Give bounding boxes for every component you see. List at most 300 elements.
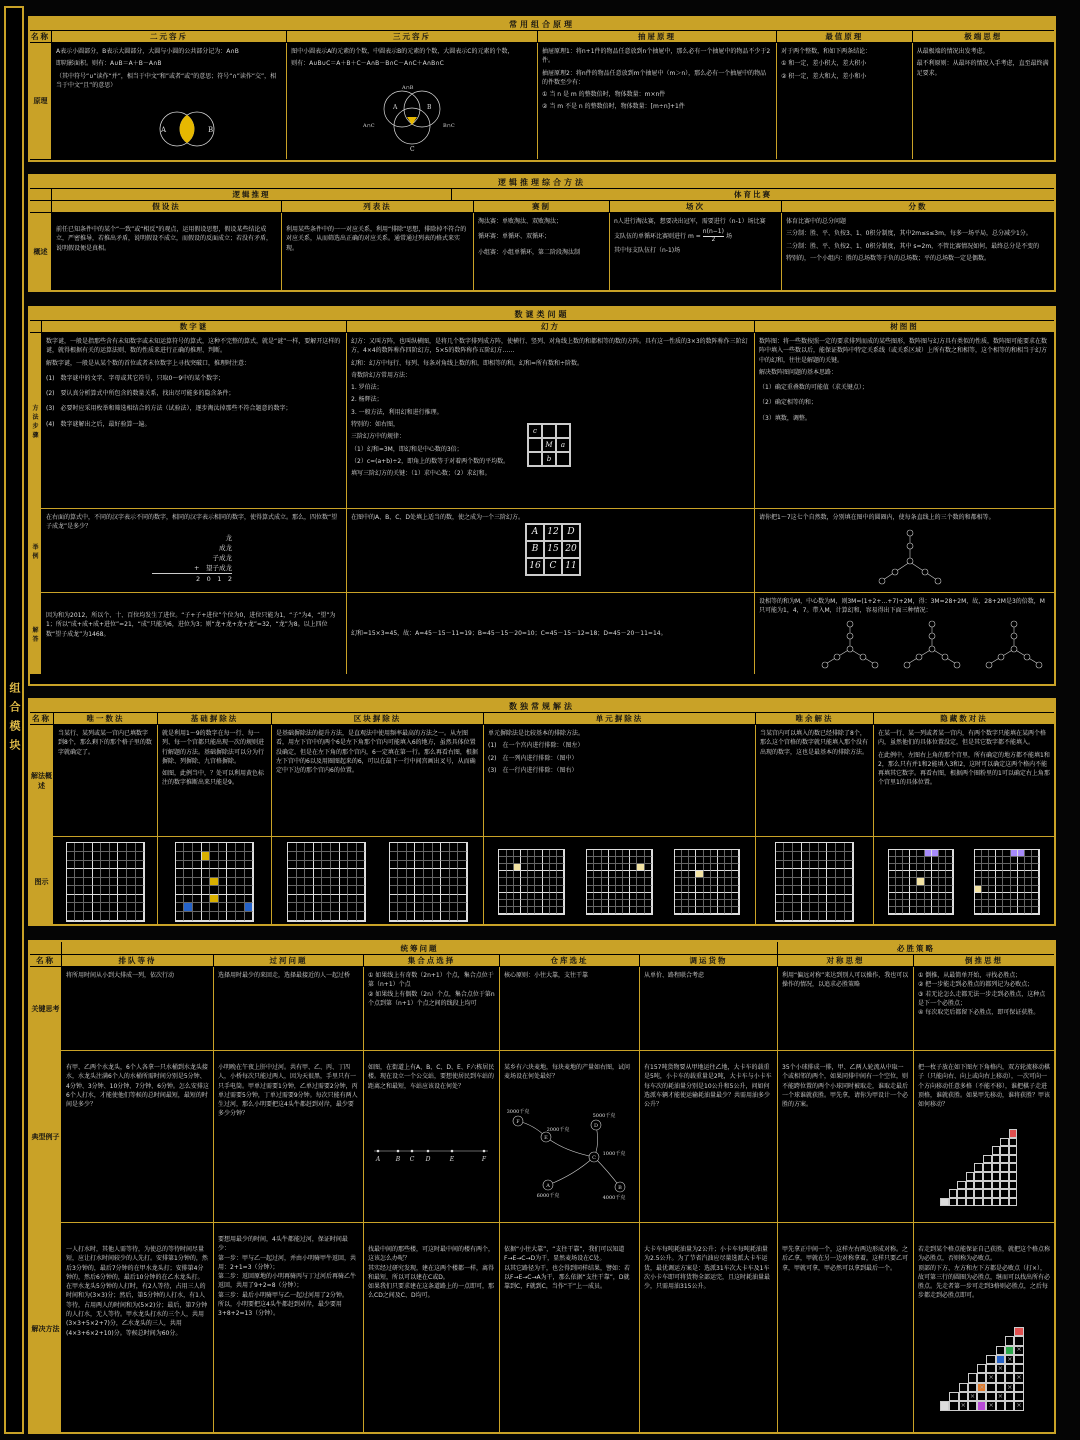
sudoku-cell — [696, 850, 703, 857]
sudoku-cell — [704, 857, 711, 864]
sudoku-cell — [630, 871, 637, 878]
sudoku-cell — [236, 903, 245, 912]
sudoku-cell — [946, 871, 953, 878]
sudoku-cell — [67, 861, 76, 870]
street-point — [411, 1150, 414, 1153]
venn3-ac: A∩C — [363, 123, 375, 129]
sudoku-cell — [1032, 864, 1039, 871]
sudoku-cell — [288, 852, 297, 861]
sudoku-cell — [499, 886, 506, 893]
sudoku-cell — [93, 843, 102, 852]
sudoku-cell — [718, 907, 725, 914]
sudoku-cell — [118, 878, 127, 887]
sudoku-cell — [528, 886, 535, 893]
sudoku-cell — [305, 878, 314, 887]
sudoku-cell — [836, 895, 845, 904]
sudoku-cell — [889, 857, 896, 864]
sudoku-cell — [932, 907, 939, 914]
sudoku-cell — [202, 852, 211, 861]
sudoku-cell — [996, 886, 1003, 893]
sudoku-cell — [458, 852, 467, 861]
sudoku-cell — [305, 895, 314, 904]
sudoku-cell — [711, 900, 718, 907]
sudoku-cell — [910, 857, 917, 864]
sudoku-cell — [441, 852, 450, 861]
sudoku-cell — [910, 907, 917, 914]
sudoku-cell — [245, 869, 254, 878]
board-empty — [949, 1336, 958, 1345]
sudoku-cell — [616, 893, 623, 900]
sudoku-cell — [357, 861, 366, 870]
sudoku-cell — [557, 857, 564, 864]
sudoku-cell — [507, 850, 514, 857]
sudoku-cell — [118, 903, 127, 912]
sudoku-cell — [896, 857, 903, 864]
board-cell — [986, 1355, 995, 1364]
sudoku-cell — [314, 895, 323, 904]
svg-text:F: F — [516, 1119, 520, 1125]
sudoku-cell — [521, 893, 528, 900]
sudoku-cell — [989, 907, 996, 914]
sudoku-cell — [535, 871, 542, 878]
sudoku-cell — [236, 886, 245, 895]
sudoku-cell — [793, 903, 802, 912]
sudoku-cell — [675, 850, 682, 857]
three-set-inclusion-exclusion: 图中小圆表示A的元素的个数，中圆表示B的元素的个数，大圆表示C的元素的个数， 则有：A∪B∪C＝A＋B＋C－A∩B－B∩C－A∩C＋A∩B∩C A∩B A∩C B∩C A B C — [287, 43, 538, 159]
svg-text:D: D — [593, 1123, 599, 1129]
sudoku-cell — [845, 852, 854, 861]
sudoku-cell — [932, 871, 939, 878]
sudoku-cell — [543, 864, 550, 871]
sudoku-cell — [75, 886, 84, 895]
sudoku-cell — [340, 852, 349, 861]
sudoku-cell — [84, 895, 93, 904]
sudoku-cell — [836, 869, 845, 878]
board-empty — [974, 1129, 983, 1138]
sudoku-cell — [176, 878, 185, 887]
sudoku-cell — [227, 861, 236, 870]
sudoku-cell — [407, 878, 416, 887]
sudoku-cell — [227, 886, 236, 895]
sudoku-cell — [340, 869, 349, 878]
board-cell: × — [996, 1364, 1005, 1373]
number-puzzle-method: 数字谜，一般是指那些含有未知数字或未知运算符号的算式，这种不完整的算式，就是“谜”一样，要解开这样的谜，就得根据有关的运算法则、数的性质来进行正确的推理、判断。 解数字谜，一般是从某个数的首位或者末位数字上寻找突破口，推理时注意： (1) 数字谜中的文字、字母或其它符号，只取0～9中的某个数字； (2) 要认真分析算式中所包含的数量关系，找出尽可能多的隐含条件； (3) 必要时应采用枚举和筛选相结合的方法（试验法），逐步淘汰掉那些不符合题意的数字； (4) 数字谜解出之后，最好验算一遍。 — [42, 333, 347, 508]
sudoku-cell — [637, 907, 644, 914]
sudoku-cell — [184, 895, 193, 904]
sudoku-cell — [245, 861, 254, 870]
sudoku-cell — [219, 903, 228, 912]
board-cell — [966, 1189, 975, 1198]
sudoku-cell — [802, 895, 811, 904]
sudoku-cell — [75, 903, 84, 912]
sudoku-cell — [441, 903, 450, 912]
sudoku-cell — [989, 900, 996, 907]
street-point — [483, 1150, 486, 1153]
sudoku-cell — [521, 907, 528, 914]
sudoku-cell — [637, 871, 644, 878]
sudoku-cell — [946, 907, 953, 914]
sudoku-cell — [450, 912, 459, 921]
sudoku-cell — [245, 903, 254, 912]
sudoku-cell — [314, 852, 323, 861]
sudoku-cell — [67, 912, 76, 921]
street-point-label: E — [449, 1156, 455, 1163]
sudoku-cell — [925, 900, 932, 907]
sudoku-cell — [725, 850, 732, 857]
sudoku-cell — [415, 843, 424, 852]
sudoku-cell — [314, 869, 323, 878]
sudoku-cell — [711, 907, 718, 914]
sudoku-cell — [101, 903, 110, 912]
sudoku-cell — [793, 843, 802, 852]
board-empty — [940, 1138, 949, 1147]
sudoku-cell — [896, 900, 903, 907]
board-cell — [977, 1364, 986, 1373]
sudoku-cell — [450, 895, 459, 904]
sudoku-cell — [630, 907, 637, 914]
sudoku-cell — [594, 893, 601, 900]
sudoku-cell — [357, 852, 366, 861]
sudoku-grid — [674, 849, 741, 916]
sudoku-cell — [1018, 857, 1025, 864]
sudoku-cell — [118, 852, 127, 861]
sudoku-cell — [184, 903, 193, 912]
sudoku-cell — [93, 903, 102, 912]
sudoku-cell — [784, 852, 793, 861]
board-empty — [940, 1189, 949, 1198]
sudoku-cell — [118, 912, 127, 921]
sudoku-cell — [67, 869, 76, 878]
sudoku-cell — [297, 878, 306, 887]
sudoku-cell — [528, 907, 535, 914]
sudoku-cell — [732, 886, 739, 893]
sudoku-cell — [219, 843, 228, 852]
sudoku-cell — [1025, 857, 1032, 864]
sudoku-cell — [424, 878, 433, 887]
sudoku-cell — [587, 857, 594, 864]
board-cell — [1009, 1129, 1018, 1138]
sudoku-cell — [210, 869, 219, 878]
sudoku-cell — [784, 861, 793, 870]
section-combination-principles — [28, 16, 1056, 162]
sudoku-grid — [389, 842, 468, 921]
board-empty — [966, 1138, 975, 1147]
board-cell — [1009, 1198, 1018, 1207]
svg-text:B: B — [618, 1185, 622, 1191]
sudoku-cell — [543, 878, 550, 885]
board-cell — [968, 1383, 977, 1392]
sudoku-cell — [390, 852, 399, 861]
sudoku-cell — [75, 861, 84, 870]
sudoku-cell — [322, 843, 331, 852]
sudoku-cell — [1003, 886, 1010, 893]
sudoku-cell — [1011, 871, 1018, 878]
sudoku-cell — [245, 895, 254, 904]
board-cell — [949, 1198, 958, 1207]
board-cell — [1014, 1392, 1023, 1401]
sudoku-cell — [982, 871, 989, 878]
sudoku-cell — [616, 871, 623, 878]
sudoku-cell — [110, 878, 119, 887]
sudoku-cell — [594, 907, 601, 914]
sudoku-cell — [704, 864, 711, 871]
sudoku-cell — [110, 869, 119, 878]
board-empty — [949, 1172, 958, 1181]
sudoku-cell — [645, 893, 652, 900]
sudoku-cell — [357, 886, 366, 895]
board-empty — [977, 1336, 986, 1345]
board-empty — [974, 1146, 983, 1155]
number-array-method: 数阵图：将一些数按照一定的要求排列而成的某些图形，数阵图与幻方具有类似的性质，数阵图可能要求在数阵中填入一些数以后，能保证数阵中特定关系线（或关系区域）上所有数之和相等，这个相等的和相当于幻方中的幻和，往往是解题的关键。 解决数阵图问题的基本思路： （1）确定重叠数的可能值（求关键点）； （2）确定相等的和； （3）填数，调整。 — [759, 338, 1048, 422]
sudoku-cell — [1025, 907, 1032, 914]
board-cell — [974, 1181, 983, 1190]
sudoku-cell — [499, 857, 506, 864]
board-empty — [959, 1364, 968, 1373]
sudoku-cell — [521, 871, 528, 878]
sudoku-cell — [1003, 878, 1010, 885]
sudoku-cell — [645, 857, 652, 864]
sudoku-cell — [630, 864, 637, 871]
sudoku-cell — [424, 861, 433, 870]
sudoku-cell — [602, 850, 609, 857]
sudoku-cell — [623, 886, 630, 893]
sudoku-cell — [827, 912, 836, 921]
sudoku-cell — [110, 912, 119, 921]
sudoku-cell — [1011, 878, 1018, 885]
sudoku-cell — [845, 895, 854, 904]
sudoku-cell — [711, 871, 718, 878]
sudoku-cell — [827, 878, 836, 887]
grid-cell: a — [556, 438, 570, 452]
sudoku-cell — [450, 878, 459, 887]
board-cell — [966, 1172, 975, 1181]
sudoku-cell — [184, 861, 193, 870]
sudoku-cell — [819, 912, 828, 921]
sudoku-cell — [441, 861, 450, 870]
sudoku-cell — [946, 893, 953, 900]
sudoku-cell — [696, 864, 703, 871]
board-empty — [940, 1129, 949, 1138]
sudoku-cell — [725, 893, 732, 900]
sudoku-cell — [398, 852, 407, 861]
street-point — [427, 1150, 430, 1153]
sudoku-cell — [176, 852, 185, 861]
sudoku-cell — [1032, 900, 1039, 907]
sudoku-cell — [1003, 900, 1010, 907]
sudoku-cell — [176, 903, 185, 912]
sudoku-cell — [776, 895, 785, 904]
sudoku-cell — [732, 878, 739, 885]
sudoku-cell — [357, 869, 366, 878]
sudoku-cell — [675, 878, 682, 885]
sudoku-cell — [793, 869, 802, 878]
sudoku-cell — [322, 861, 331, 870]
sudoku-cell — [288, 895, 297, 904]
sudoku-cell — [305, 903, 314, 912]
sudoku-cell — [732, 900, 739, 907]
sudoku-cell — [689, 878, 696, 885]
sudoku-cell — [1032, 907, 1039, 914]
sudoku-cell — [450, 903, 459, 912]
sudoku-cell — [314, 878, 323, 887]
sudoku-cell — [110, 852, 119, 861]
sudoku-cell — [557, 878, 564, 885]
sudoku-cell — [732, 864, 739, 871]
sudoku-cell — [910, 886, 917, 893]
sudoku-cell — [682, 871, 689, 878]
sudoku-cell — [682, 850, 689, 857]
board-cell — [983, 1189, 992, 1198]
sudoku-cell — [415, 912, 424, 921]
board-empty — [949, 1163, 958, 1172]
board-cell — [996, 1355, 1005, 1364]
sudoku-cell — [193, 861, 202, 870]
sudoku-cell — [630, 857, 637, 864]
sudoku-cell — [118, 895, 127, 904]
sudoku-cell — [236, 912, 245, 921]
sudoku-cell — [210, 861, 219, 870]
sudoku-cell — [415, 861, 424, 870]
sudoku-cell — [557, 900, 564, 907]
sudoku-cell — [623, 907, 630, 914]
sudoku-cell — [939, 907, 946, 914]
sudoku-cell — [219, 895, 228, 904]
board-cell — [992, 1155, 1001, 1164]
sudoku-cell — [557, 886, 564, 893]
sudoku-cell — [725, 864, 732, 871]
board-cell: × — [996, 1392, 1005, 1401]
sudoku-cell — [1025, 864, 1032, 871]
sudoku-cell — [932, 850, 939, 857]
sudoku-cell — [424, 852, 433, 861]
sudoku-cell — [939, 871, 946, 878]
sudoku-cell — [587, 850, 594, 857]
sudoku-cell — [917, 864, 924, 871]
sudoku-cell — [725, 900, 732, 907]
sudoku-cell — [616, 878, 623, 885]
sudoku-cell — [989, 893, 996, 900]
sudoku-cell — [725, 886, 732, 893]
sudoku-cell — [441, 912, 450, 921]
sudoku-cell — [499, 850, 506, 857]
sudoku-cell — [975, 864, 982, 871]
board-cell — [1005, 1346, 1014, 1355]
board-cell — [1000, 1172, 1009, 1181]
pigeonhole-principle: 抽屉原理1：将n+1件的物品任意放到n个抽屉中，那么必有一个抽屉中的物品不少于2件。 抽屉原理2：将n件的物品任意放到m个抽屉中（m＞n），那么必有一个抽屉中的物品的件数至少有： ① 当 n 是 m 的整数倍时，物体数量：m×n件 ② 当 m 不是 n 的整数倍时，物体数量：[m÷n]+1件 — [538, 43, 777, 159]
sudoku-cell — [910, 871, 917, 878]
board-cell — [974, 1163, 983, 1172]
sudoku-cell — [682, 857, 689, 864]
sudoku-cell — [227, 843, 236, 852]
sudoku-cell — [550, 900, 557, 907]
board-empty — [949, 1327, 958, 1336]
sudoku-cell — [136, 895, 145, 904]
sudoku-cell — [975, 871, 982, 878]
sudoku-cell — [184, 912, 193, 921]
sudoku-cell — [939, 886, 946, 893]
sudoku-cell — [609, 900, 616, 907]
sudoku-cell — [836, 903, 845, 912]
sudoku-cell — [528, 857, 535, 864]
sudoku-cell — [305, 869, 314, 878]
sudoku-cell — [616, 886, 623, 893]
sudoku-cell — [896, 907, 903, 914]
sudoku-cell — [711, 850, 718, 857]
sudoku-cell — [136, 886, 145, 895]
example-row: 举例 在右面的算式中，不同的汉字表示不同的数字，相同的汉字表示相同的数字，使得算式成立。那么，四位数“望子成龙”是多少？ 龙 成龙 子成龙 + 望子成龙 2 0 1 2 在图中的A、B、C、D处填上适当的数，使之成为一个三阶幻方。 A 12 D B 15 20 16 C 11 请你把1～7这七个自然数，分别填在图中的圆圈内，使每条直线上的三个数的和都相等。 — [30, 509, 1054, 593]
sudoku-cell — [609, 878, 616, 885]
board-cell — [983, 1155, 992, 1164]
sudoku-cell — [101, 869, 110, 878]
sudoku-cell — [305, 886, 314, 895]
sudoku-cell — [609, 850, 616, 857]
sudoku-cell — [616, 850, 623, 857]
sudoku-cell — [458, 903, 467, 912]
sudoku-cell — [127, 852, 136, 861]
sudoku-cell — [314, 843, 323, 852]
sudoku-cell — [1025, 871, 1032, 878]
sudoku-cell — [93, 861, 102, 870]
sudoku-cell — [245, 912, 254, 921]
sudoku-cell — [202, 886, 211, 895]
sudoku-cell — [1032, 878, 1039, 885]
board-cell — [1009, 1155, 1018, 1164]
sudoku-cell — [996, 907, 1003, 914]
board-cell — [940, 1401, 949, 1410]
magic-square-grid — [525, 523, 581, 576]
sudoku-cell — [696, 907, 703, 914]
sudoku-cell — [836, 912, 845, 921]
sudoku-cell — [101, 861, 110, 870]
sudoku-cell — [704, 878, 711, 885]
sudoku-cell — [896, 871, 903, 878]
grid-cell: 12 — [544, 524, 562, 541]
board-cell — [1005, 1401, 1014, 1410]
sudoku-cell — [682, 907, 689, 914]
sudoku-cell — [521, 850, 528, 857]
sudoku-cell — [1003, 871, 1010, 878]
vertical-addition: 龙 成龙 子成龙 + 望子成龙 2 0 1 2 — [152, 533, 232, 584]
sudoku-cell — [810, 886, 819, 895]
street-point-label: D — [425, 1156, 431, 1163]
sudoku-cell — [227, 912, 236, 921]
sudoku-cell — [75, 912, 84, 921]
sudoku-cell — [996, 864, 1003, 871]
sudoku-cell — [331, 886, 340, 895]
board-cell — [1000, 1189, 1009, 1198]
sudoku-cell — [587, 907, 594, 914]
sudoku-cell — [543, 857, 550, 864]
sudoku-cell — [101, 878, 110, 887]
sudoku-cell — [340, 903, 349, 912]
sudoku-cell — [322, 852, 331, 861]
sudoku-cell — [1032, 850, 1039, 857]
sudoku-cell — [127, 878, 136, 887]
venn3-b: B — [427, 104, 432, 111]
sudoku-cell — [637, 893, 644, 900]
sudoku-cell — [925, 857, 932, 864]
sudoku-cell — [441, 869, 450, 878]
sudoku-cell — [704, 907, 711, 914]
grid-cell — [528, 452, 542, 466]
sudoku-cell — [630, 893, 637, 900]
sudoku-cell — [236, 895, 245, 904]
sudoku-cell — [398, 878, 407, 887]
sudoku-cell — [550, 871, 557, 878]
sudoku-cell — [946, 886, 953, 893]
sudoku-cell — [776, 886, 785, 895]
sudoku-cell — [793, 912, 802, 921]
